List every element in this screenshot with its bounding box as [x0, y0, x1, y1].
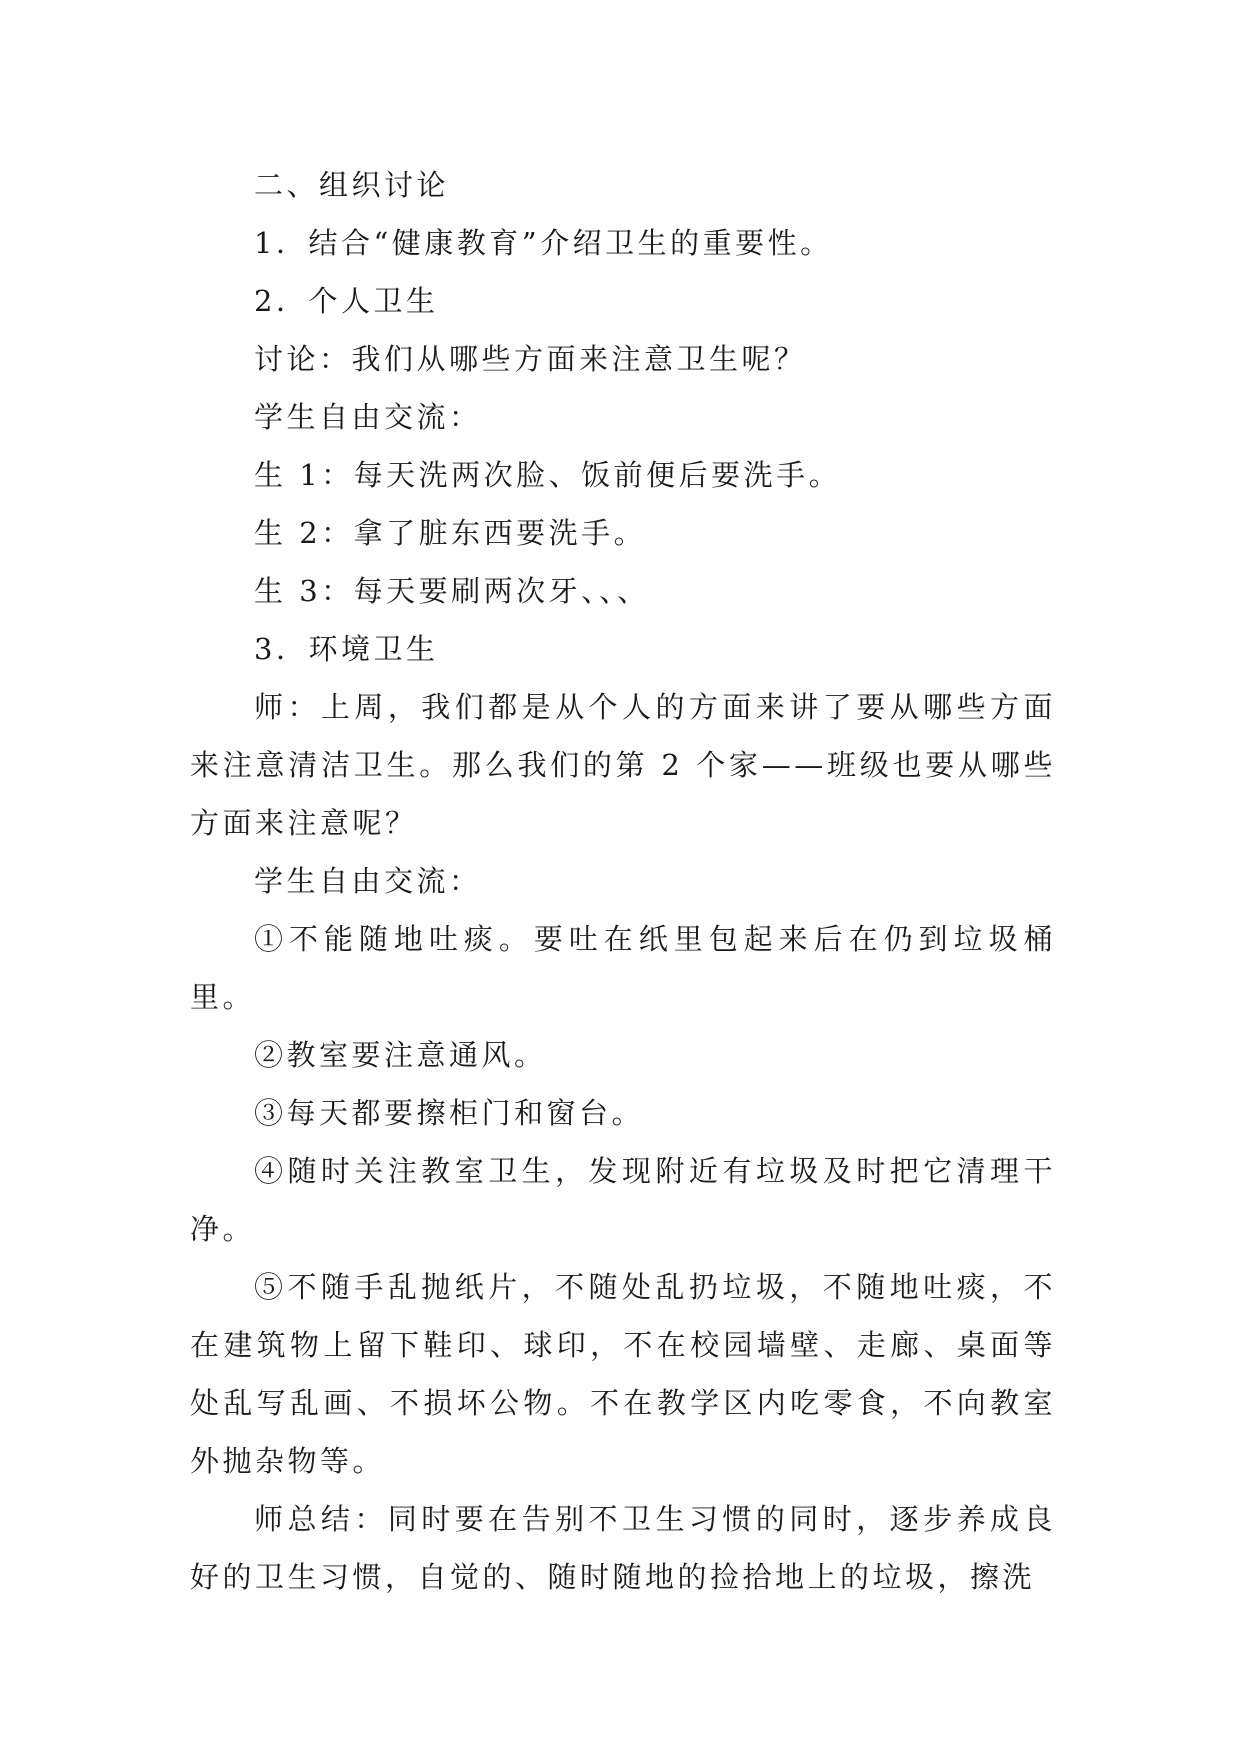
list-item: 1．结合“健康教育”介绍卫生的重要性。	[254, 226, 833, 260]
paragraph: 学生自由交流：	[254, 400, 482, 434]
student-answer: 生 3：每天要刷两次牙、、、	[254, 574, 650, 608]
paragraph: 师总结：同时要在告别不卫生习惯的同时，逐步养成良好的卫生习惯，自觉的、随时随地的捡拾地上的垃圾，擦洗	[190, 1502, 1056, 1594]
list-item: ③每天都要擦柜门和窗台。	[254, 1096, 645, 1130]
paragraph: 讨论：我们从哪些方面来注意卫生呢？	[254, 342, 807, 376]
list-item: ②教室要注意通风。	[254, 1038, 547, 1072]
list-item: ④随时关注教室卫生，发现附近有垃圾及时把它清理干净。	[190, 1154, 1056, 1246]
list-item: ⑤不随手乱抛纸片，不随处乱扔垃圾，不随地吐痰，不在建筑物上留下鞋印、球印，不在校园墙壁、走廊、桌面等处乱写乱画、不损坏公物。不在教学区内吃零食，不向教室外抛杂物等。	[190, 1270, 1056, 1478]
student-answer: 生 2：拿了脏东西要洗手。	[254, 516, 647, 550]
student-answer: 生 1：每天洗两次脸、饭前便后要洗手。	[254, 458, 842, 492]
list-item: ①不能随地吐痰。要吐在纸里包起来后在仍到垃圾桶里。	[190, 922, 1056, 1014]
paragraph: 学生自由交流：	[254, 864, 482, 898]
paragraph: 师：上周，我们都是从个人的方面来讲了要从哪些方面来注意清洁卫生。那么我们的第 2 个家——班级也要从哪些方面来注意呢？	[190, 690, 1056, 840]
list-item: 3．环境卫生	[254, 632, 439, 666]
document-body	[190, 156, 1056, 1606]
list-item: 2．个人卫生	[254, 284, 439, 318]
section-heading: 二、组织讨论	[254, 168, 450, 202]
